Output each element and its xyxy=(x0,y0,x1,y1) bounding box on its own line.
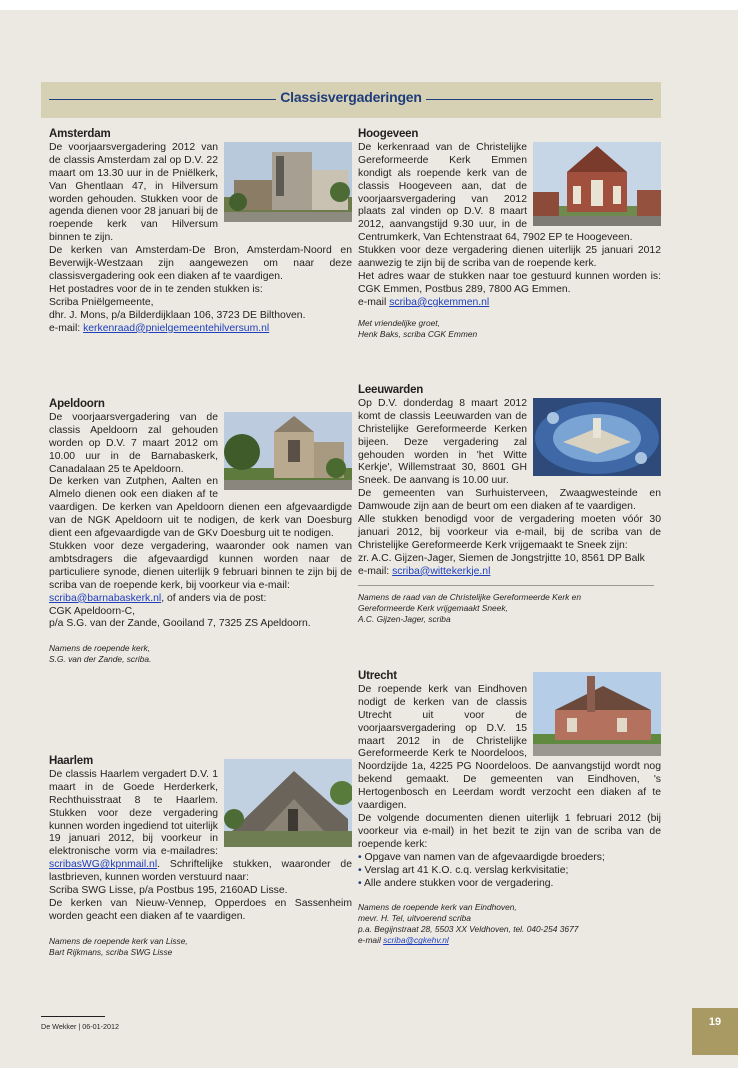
list-item: • Alle andere stukken voor de vergadering. xyxy=(358,877,554,889)
paragraph: De roepende kerk van Eindhoven nodigt de kerken van de classis Utrecht uit voor de voorjaarsvergadering op D.V. 15 maart 2012 in de Christelijke Gereformeerde Kerk te Noordeloos, Noordzijde 1a, 4225 PG Noordeloos. De aanvangstijd wordt nog bekend gemaakt. De gemeenten van Eindhoven, 's Hertogenbosch en Leerdam wordt verzocht een diaken af te vaardigen. xyxy=(358,683,661,812)
paragraph: CGK Apeldoorn-C, xyxy=(49,605,136,617)
heading-hoogeveen: Hoogeveen xyxy=(358,128,419,140)
heading-haarlem: Haarlem xyxy=(49,755,93,767)
signature: Namens de raad van de Christelijke Gereformeerde Kerk en Gereformeerde Kerk vrijgemaakt Sneek, A.C. Gijzen-Jager, scriba xyxy=(358,591,581,624)
article-utrecht xyxy=(358,670,661,946)
paragraph: De voorjaarsvergadering 2012 van de classis Amsterdam zal op D.V. 22 maart om 13.30 uur in de Pniëlkerk, Van Ghentlaan 47, in Hilversum worden gehouden. Stukken voor de agenda dienen voor 28 januari bij de roepende kerk van Hilversum binnen te zijn. xyxy=(49,141,218,244)
top-bar xyxy=(0,0,738,10)
bullet-icon: • xyxy=(358,851,362,863)
signature: Namens de roepende kerk, S.G. van der Zande, scriba. xyxy=(49,643,152,665)
photo-goede-herderkerk xyxy=(224,759,352,847)
photo-pnielkerk xyxy=(224,142,352,222)
photo-barnabaskerk xyxy=(224,412,352,490)
paragraph: p/a S.G. van der Zande, Gooiland 7, 7325 ZS Apeldoorn. xyxy=(49,618,311,630)
paragraph: Het postadres voor de in te zenden stukken is: xyxy=(49,283,263,295)
paragraph: De gemeenten van Surhuisterveen, Zwaagwesteinde en Damwoude zijn aan de beurt om een diaken af te vaardigen. xyxy=(358,488,661,513)
email-link[interactable]: scriba@cgkehv.nl xyxy=(383,935,449,946)
paragraph: Het adres waar de stukken naar toe gestuurd kunnen worden is: CGK Emmen, Postbus 289, 7800 AG Emmen. xyxy=(358,270,661,295)
heading-utrecht: Utrecht xyxy=(358,670,397,682)
paragraph: De volgende documenten dienen uiterlijk 1 februari 2012 (bij voorkeur via e-mail) in het bezit te zijn van de scriba van de roepende kerk: xyxy=(358,812,661,850)
paragraph: Alle stukken benodigd voor de vergadering moeten vóór 30 januari 2012, bij voorkeur via e-mail, bij de scriba van de Christelijke Gereformeerde Kerk vrijgemaakt te Sneek zijn: xyxy=(358,514,661,551)
paragraph: Scriba SWG Lisse, p/a Postbus 195, 2160AD Lisse. xyxy=(49,885,288,897)
heading-apeldoorn: Apeldoorn xyxy=(49,398,105,410)
email-line: scriba@barnabaskerk.nl, of anders via de post: xyxy=(49,592,267,604)
email-link[interactable]: scriba@wittekerkje.nl xyxy=(392,565,491,577)
paragraph: De voorjaarsvergadering van de classis Apeldoorn zal gehouden worden op D.V. 7 maart 2012 om 10.00 uur in de Barnabaskerk, Canadalaan 25 te Apeldoorn. xyxy=(49,411,218,475)
photo-witte-kerkje xyxy=(533,398,661,476)
paragraph: zr. A.C. Gijzen-Jager, Siemen de Jongstrjitte 10, 8561 DP Balk xyxy=(358,552,645,564)
divider xyxy=(358,585,654,586)
paragraph: De classis Haarlem vergadert D.V. 1 maart in de Goede Herderkerk, Rechthuisstraat 8 te Haarlem. Stukken voor deze vergadering kunnen worden ingediend tot uiterlijk 19 januari 2012, bij voorkeur in elektronische vorm via e-mailadres: scribasWG@kpnmail.nl. Schriftelijke stukken, waaronder de lastbrieven, kunnen worden verstuurd naar: xyxy=(49,768,352,884)
section-header xyxy=(41,82,661,118)
footer-rule xyxy=(41,1016,105,1017)
bullet-icon: • xyxy=(358,864,362,876)
signature: Met vriendelijke groet, Henk Baks, scriba CGK Emmen xyxy=(358,317,478,339)
section-title: Classisvergaderingen xyxy=(41,89,661,105)
photo-cgk-noordeloos xyxy=(533,672,661,756)
paragraph: Op D.V. donderdag 8 maart 2012 komt de classis Leeuwarden van de Christelijke Gereformeerde Kerken bijeen. Deze vergadering zal gehouden worden in 'het Witte Kerkje', Willemstraat 30, 8601 GH Sneek. De aanvang is 10.00 uur. xyxy=(358,397,527,487)
heading-leeuwarden: Leeuwarden xyxy=(358,384,424,396)
paragraph: dhr. J. Mons, p/a Bilderdijklaan 106, 3723 DE Bilthoven. xyxy=(49,309,306,321)
heading-amsterdam: Amsterdam xyxy=(49,128,111,140)
email-line: e-mail: scriba@wittekerkje.nl xyxy=(358,565,491,577)
article-amsterdam xyxy=(49,128,352,336)
footer-publication: De Wekker | 06-01-2012 xyxy=(41,1022,120,1031)
email-link[interactable]: scriba@cgkemmen.nl xyxy=(389,296,490,308)
paragraph: Stukken voor deze vergadering dienen uiterlijk 25 januari 2012 aanwezig te zijn bij de scriba van de roepende kerk. xyxy=(358,245,661,270)
signature: Namens de roepende kerk van Eindhoven, mevr. H. Tel, uitvoerend scriba p.a. Begijnstraat 28, 5503 XX Veldhoven, tel. 040-254 3677 e-mail scriba@cgkehv.nl xyxy=(358,902,579,946)
paragraph: De kerken van Zutphen, Aalten en Almelo dienen ook een diaken af te vaardigen. De kerken van Apeldoorn dienen een afgevaardigde van de NGK Apeldoorn uit te nodigen, de kerk van Doesburg dient een afgevaardigde van de GKv Doesburg uit te nodigen. xyxy=(49,476,352,540)
email-line: e-mail scriba@cgkemmen.nl xyxy=(358,296,490,308)
paragraph: Scriba Pniëlgemeente, xyxy=(49,296,154,308)
email-link[interactable]: scriba@barnabaskerk.nl xyxy=(49,592,162,604)
list-item: • Verslag art 41 K.O. c.q. verslag kerkvisitatie; xyxy=(358,864,569,876)
photo-centrumkerk xyxy=(533,142,661,226)
article-apeldoorn xyxy=(49,398,352,665)
article-haarlem xyxy=(49,755,352,958)
email-line: e-mail: kerkenraad@pnielgemeentehilversum.nl xyxy=(49,322,270,334)
bullet-icon: • xyxy=(358,877,362,889)
paragraph: De kerkenraad van de Christelijke Gereformeerde Kerk Emmen kondigt als roepende kerk van de classis Hoogeveen aan, dat de voorjaarsvergadering van 2012 plaats zal vinden op D.V. 8 maart 2012, aanvangstijd 9.30 uur, in de Centrumkerk, Van Echtenstraat 64, 7902 EP te Hoogeveen. xyxy=(358,141,633,244)
article-leeuwarden xyxy=(358,384,661,625)
email-link[interactable]: kerkenraad@pnielgemeentehilversum.nl xyxy=(83,322,270,334)
paragraph: Stukken voor deze vergadering, waaronder ook namen van ambtsdragers die afgevaardigd kunnen worden naar de particuliere synode, dienen uiterlijk 9 februari binnen te zijn bij de scriba van de roepende kerk, bij voorkeur via e-mail: xyxy=(49,540,352,591)
signature: Namens de roepende kerk van Lisse, Bart Rijkmans, scriba SWG Lisse xyxy=(49,935,188,957)
page-number: 19 xyxy=(692,1008,738,1055)
article-hoogeveen xyxy=(358,128,661,340)
list-item: • Opgave van namen van de afgevaardigde broeders; xyxy=(358,851,605,863)
paragraph: De kerken van Amsterdam-De Bron, Amsterdam-Noord en Beverwijk-Westzaan zijn aangewezen om naar deze classisvergadering ook een diaken af te vaardigen. xyxy=(49,245,352,282)
paragraph: De kerken van Nieuw-Vennep, Opperdoes en Sassenheim worden geacht een diaken af te vaardigen. xyxy=(49,897,352,922)
email-link[interactable]: scribasWG@kpnmail.nl xyxy=(49,859,158,871)
